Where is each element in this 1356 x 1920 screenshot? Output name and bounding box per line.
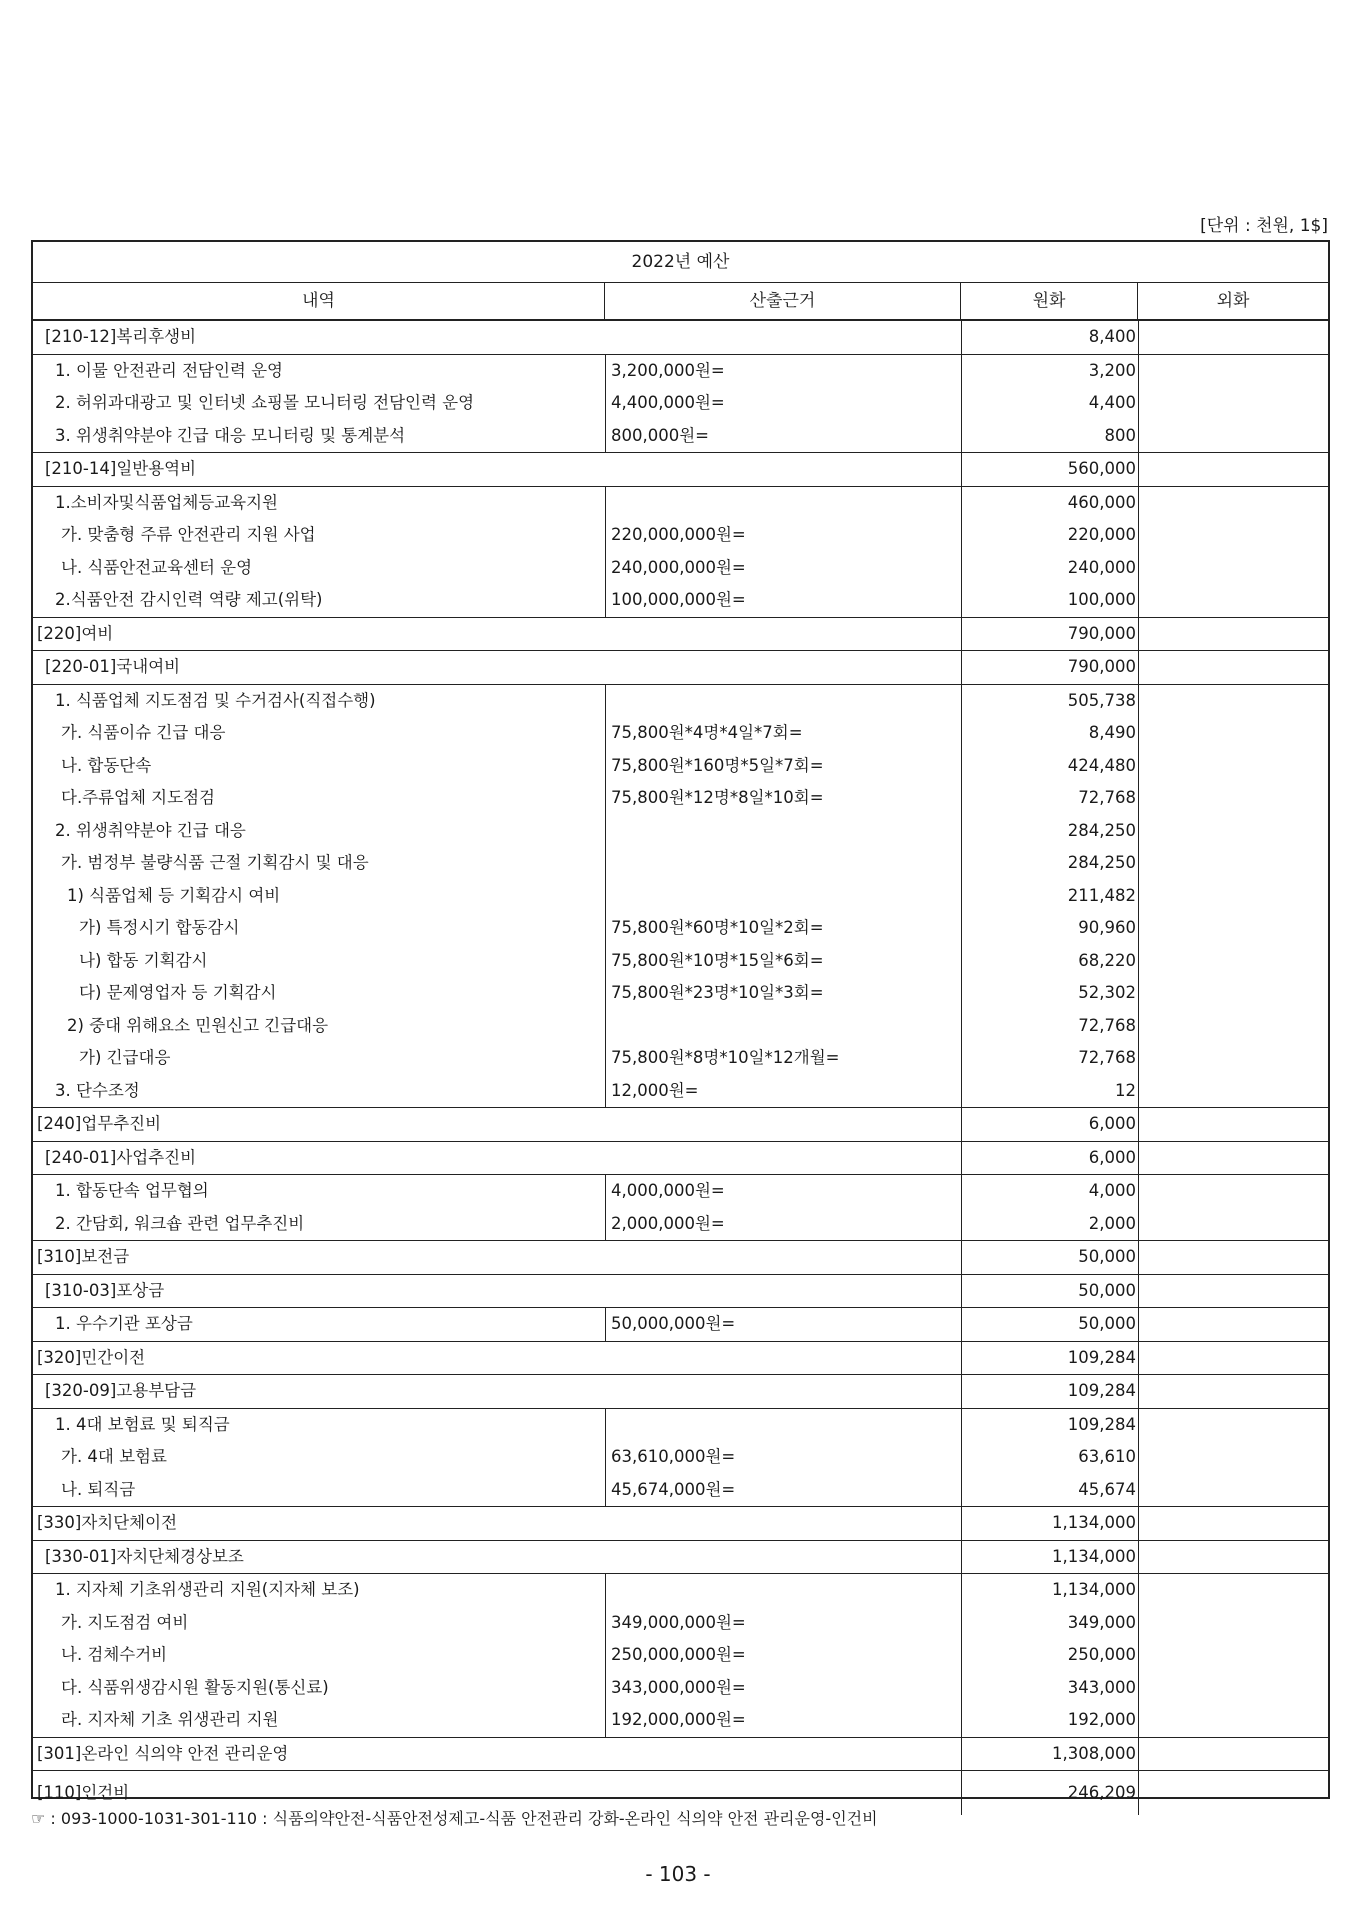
table-row — [33, 420, 1328, 453]
row-group — [33, 1409, 1328, 1508]
calc-basis: 100,000,000원= — [605, 584, 961, 617]
item-label: 가) 특정시기 합동감시 — [79, 918, 240, 937]
foreign-amount — [1138, 1275, 1328, 1308]
krw-amount: 240,000 — [961, 552, 1138, 585]
calc-basis: 75,800원*160명*5일*7회= — [605, 750, 961, 783]
item-label: 가. 지도점검 여비 — [61, 1612, 189, 1632]
table-row — [33, 1441, 1328, 1474]
krw-amount: 72,768 — [961, 782, 1138, 815]
row-group — [33, 321, 1328, 355]
row-group — [33, 487, 1328, 618]
calc-basis: 4,400,000원= — [605, 387, 961, 420]
table-row — [33, 321, 1328, 354]
foreign-amount — [1138, 1541, 1328, 1574]
table-row — [33, 651, 1328, 684]
krw-amount: 250,000 — [961, 1639, 1138, 1672]
krw-amount: 4,400 — [961, 387, 1138, 420]
row-group — [33, 618, 1328, 652]
krw-amount: 790,000 — [961, 618, 1138, 651]
item-label: [210-12]복리후생비 — [45, 327, 197, 346]
item-label: [330]자치단체이전 — [37, 1513, 178, 1532]
table-row — [33, 1375, 1328, 1408]
table-row — [33, 1241, 1328, 1274]
krw-amount: 6,000 — [961, 1142, 1138, 1175]
item-label: 다.주류업체 지도점검 — [61, 788, 215, 807]
item-label: 가. 식품이슈 긴급 대응 — [61, 723, 226, 742]
item-label: 가. 범정부 불량식품 근절 기획감시 및 대응 — [61, 853, 369, 872]
item-label: 나. 식품안전교육센터 운영 — [61, 557, 253, 577]
item-label: 1. 이물 안전관리 전담인력 운영 — [55, 360, 283, 380]
krw-amount: 4,000 — [961, 1175, 1138, 1208]
item-label: 2. 허위과대광고 및 인터넷 쇼핑몰 모니터링 전담인력 운영 — [55, 393, 475, 412]
item-label: 가. 4대 보험료 — [61, 1447, 167, 1466]
row-group — [33, 685, 1328, 1109]
calc-basis: 349,000,000원= — [605, 1607, 961, 1640]
calc-basis: 75,800원*60명*10일*2회= — [605, 912, 961, 945]
table-row — [33, 847, 1328, 880]
calc-basis: 12,000원= — [605, 1075, 961, 1108]
krw-amount: 211,482 — [961, 880, 1138, 913]
foreign-amount — [1138, 519, 1328, 552]
table-row — [33, 1541, 1328, 1574]
foreign-amount — [1138, 1474, 1328, 1507]
foreign-amount — [1138, 1142, 1328, 1175]
krw-amount: 1,134,000 — [961, 1507, 1138, 1540]
calc-basis: 63,610,000원= — [605, 1441, 961, 1474]
item-label: [330-01]자치단체경상보조 — [45, 1546, 244, 1566]
foreign-amount — [1138, 420, 1328, 453]
krw-amount: 220,000 — [961, 519, 1138, 552]
table-row — [33, 1607, 1328, 1640]
item-label: 2. 위생취약분야 긴급 대응 — [55, 820, 246, 840]
table-row — [33, 945, 1328, 978]
table-row — [33, 453, 1328, 486]
foreign-amount — [1138, 1075, 1328, 1108]
krw-amount: 1,134,000 — [961, 1574, 1138, 1607]
krw-amount: 109,284 — [961, 1409, 1138, 1442]
krw-amount: 8,400 — [961, 321, 1138, 354]
item-label: 가. 맞춤형 주류 안전관리 지원 사업 — [61, 525, 316, 544]
foreign-amount — [1138, 1574, 1328, 1607]
foreign-amount — [1138, 1704, 1328, 1737]
item-label: 3. 단수조정 — [55, 1080, 140, 1100]
krw-amount: 72,768 — [961, 1010, 1138, 1043]
table-row — [33, 1409, 1328, 1442]
krw-amount: 90,960 — [961, 912, 1138, 945]
row-group — [33, 1175, 1328, 1241]
table-row — [33, 1042, 1328, 1075]
item-label: [240-01]사업추진비 — [45, 1147, 197, 1167]
item-label: 1. 4대 보험료 및 퇴직금 — [55, 1414, 230, 1434]
table-row — [33, 1010, 1328, 1043]
krw-amount: 109,284 — [961, 1375, 1138, 1408]
header-foreign: 외화 — [1216, 291, 1250, 311]
foreign-amount — [1138, 1375, 1328, 1408]
table-row — [33, 1672, 1328, 1705]
table-row — [33, 1142, 1328, 1175]
foreign-amount — [1138, 1308, 1328, 1341]
table-row — [33, 584, 1328, 617]
foreign-amount — [1138, 717, 1328, 750]
item-label: [310]보전금 — [37, 1247, 130, 1266]
calc-basis — [605, 487, 961, 520]
item-label: 나. 합동단속 — [61, 755, 152, 775]
item-label: [320-09]고용부담금 — [45, 1381, 197, 1400]
table-header — [33, 283, 1328, 321]
item-label: 다. 식품위생감시원 활동지원(통신료) — [61, 1677, 329, 1697]
calc-basis — [605, 1574, 961, 1607]
krw-amount: 12 — [961, 1075, 1138, 1108]
row-group — [33, 1738, 1328, 1772]
unit-label: [단위 : 천원, 1$] — [1200, 216, 1328, 236]
krw-amount: 424,480 — [961, 750, 1138, 783]
item-label: 나) 합동 기획감시 — [79, 950, 208, 970]
foreign-amount — [1138, 1672, 1328, 1705]
calc-basis — [605, 1010, 961, 1043]
header-krw: 원화 — [961, 283, 1138, 319]
krw-amount: 52,302 — [961, 977, 1138, 1010]
krw-amount: 246,209 — [961, 1771, 1138, 1815]
row-group — [33, 1541, 1328, 1575]
calc-basis: 45,674,000원= — [605, 1474, 961, 1507]
calc-basis: 75,800원*4명*4일*7회= — [605, 717, 961, 750]
krw-amount: 68,220 — [961, 945, 1138, 978]
row-group — [33, 453, 1328, 487]
foreign-amount — [1138, 1409, 1328, 1442]
foreign-amount — [1138, 618, 1328, 651]
table-row — [33, 782, 1328, 815]
item-label: [210-14]일반용역비 — [45, 459, 197, 478]
row-group — [33, 355, 1328, 454]
krw-amount: 790,000 — [961, 651, 1138, 684]
header-description: 내역 — [33, 283, 605, 319]
header-basis: 산출근거 — [605, 283, 961, 319]
table-row — [33, 685, 1328, 718]
table-row — [33, 1574, 1328, 1607]
table-row — [33, 717, 1328, 750]
item-label: 가) 긴급대응 — [79, 1048, 171, 1067]
item-label: 1. 합동단속 업무협의 — [55, 1181, 209, 1200]
foreign-amount — [1138, 1342, 1328, 1375]
calc-basis: 192,000,000원= — [605, 1704, 961, 1737]
calc-basis: 75,800원*10명*15일*6회= — [605, 945, 961, 978]
krw-amount: 63,610 — [961, 1441, 1138, 1474]
table-row — [33, 912, 1328, 945]
calc-basis: 240,000,000원= — [605, 552, 961, 585]
krw-amount: 1,308,000 — [961, 1738, 1138, 1771]
item-label: 2.식품안전 감시인력 역량 제고(위탁) — [55, 590, 323, 609]
item-label: 1.소비자및식품업체등교육지원 — [55, 492, 278, 512]
foreign-amount — [1138, 584, 1328, 617]
item-label: 2. 간담회, 워크숍 관련 업무추진비 — [55, 1213, 305, 1233]
krw-amount: 45,674 — [961, 1474, 1138, 1507]
foreign-amount — [1138, 387, 1328, 420]
foreign-amount — [1138, 1010, 1328, 1043]
table-row — [33, 1075, 1328, 1108]
item-label: 라. 지자체 기초 위생관리 지원 — [61, 1710, 279, 1729]
foreign-amount — [1138, 651, 1328, 684]
calc-basis — [605, 815, 961, 848]
foreign-amount — [1138, 1241, 1328, 1274]
krw-amount: 284,250 — [961, 847, 1138, 880]
calc-basis: 2,000,000원= — [605, 1208, 961, 1241]
row-group — [33, 1375, 1328, 1409]
calc-basis — [605, 1409, 961, 1442]
krw-amount: 6,000 — [961, 1108, 1138, 1141]
foreign-amount — [1138, 1108, 1328, 1141]
table-row — [33, 880, 1328, 913]
foreign-amount — [1138, 847, 1328, 880]
row-group — [33, 1342, 1328, 1376]
foreign-amount — [1138, 945, 1328, 978]
krw-amount: 100,000 — [961, 584, 1138, 617]
item-label: [320]민간이전 — [37, 1347, 146, 1367]
foreign-amount — [1138, 1639, 1328, 1672]
row-group — [33, 1308, 1328, 1342]
item-label: [110]인건비 — [37, 1783, 130, 1802]
krw-amount: 2,000 — [961, 1208, 1138, 1241]
calc-basis — [605, 847, 961, 880]
calc-basis: 250,000,000원= — [605, 1639, 961, 1672]
page-number: - 103 - — [645, 1862, 711, 1886]
foreign-amount — [1138, 1607, 1328, 1640]
table-row — [33, 1704, 1328, 1737]
table-row — [33, 1108, 1328, 1141]
table-row — [33, 815, 1328, 848]
foreign-amount — [1138, 815, 1328, 848]
foreign-amount — [1138, 880, 1328, 913]
foreign-amount — [1138, 321, 1328, 354]
item-label: 1. 지자체 기초위생관리 지원(지자체 보조) — [55, 1580, 360, 1599]
krw-amount: 460,000 — [961, 487, 1138, 520]
foreign-amount — [1138, 1771, 1328, 1815]
table-row — [33, 1208, 1328, 1241]
table-row — [33, 1639, 1328, 1672]
item-label: [240]업무추진비 — [37, 1114, 162, 1133]
table-row — [33, 519, 1328, 552]
item-label: [301]온라인 식의약 안전 관리운영 — [37, 1743, 289, 1763]
krw-amount: 192,000 — [961, 1704, 1138, 1737]
table-row — [33, 750, 1328, 783]
krw-amount: 8,490 — [961, 717, 1138, 750]
krw-amount: 3,200 — [961, 355, 1138, 388]
foreign-amount — [1138, 977, 1328, 1010]
calc-basis: 50,000,000원= — [605, 1308, 961, 1341]
calc-basis: 75,800원*8명*10일*12개월= — [605, 1042, 961, 1075]
item-label: 1) 식품업체 등 기획감시 여비 — [67, 885, 281, 905]
krw-amount: 343,000 — [961, 1672, 1138, 1705]
item-label: [220-01]국내여비 — [45, 657, 181, 676]
item-label: 다) 문제영업자 등 기획감시 — [79, 983, 277, 1002]
foreign-amount — [1138, 782, 1328, 815]
table-row — [33, 618, 1328, 651]
foreign-amount — [1138, 1441, 1328, 1474]
table-row — [33, 487, 1328, 520]
foreign-amount — [1138, 750, 1328, 783]
footnote: ☞ : 093-1000-1031-301-110 : 식품의약안전-식품안전성제고-식품 안전관리 강화-온라인 식의약 안전 관리운영-인건비 — [31, 1809, 878, 1828]
row-group — [33, 1241, 1328, 1275]
krw-amount: 349,000 — [961, 1607, 1138, 1640]
table-row — [33, 1342, 1328, 1375]
row-group — [33, 1574, 1328, 1738]
calc-basis: 4,000,000원= — [605, 1175, 961, 1208]
foreign-amount — [1138, 912, 1328, 945]
krw-amount: 284,250 — [961, 815, 1138, 848]
table-row — [33, 1175, 1328, 1208]
krw-amount: 560,000 — [961, 453, 1138, 486]
item-label: 2) 중대 위해요소 민원신고 긴급대응 — [67, 1015, 329, 1035]
foreign-amount — [1138, 1507, 1328, 1540]
table-row — [33, 387, 1328, 420]
table-row — [33, 355, 1328, 388]
item-label: 1. 우수기관 포상금 — [55, 1314, 193, 1333]
foreign-amount — [1138, 552, 1328, 585]
calc-basis: 3,200,000원= — [605, 355, 961, 388]
krw-amount: 50,000 — [961, 1275, 1138, 1308]
foreign-amount — [1138, 487, 1328, 520]
foreign-amount — [1138, 1208, 1328, 1241]
table-title: 2022년 예산 — [33, 242, 1328, 283]
calc-basis: 75,800원*23명*10일*3회= — [605, 977, 961, 1010]
krw-amount: 50,000 — [961, 1241, 1138, 1274]
krw-amount: 72,768 — [961, 1042, 1138, 1075]
row-group — [33, 1275, 1328, 1309]
item-label: [220]여비 — [37, 623, 114, 643]
foreign-amount — [1138, 685, 1328, 718]
krw-amount: 1,134,000 — [961, 1541, 1138, 1574]
item-label: 나. 검체수거비 — [61, 1645, 168, 1664]
foreign-amount — [1138, 453, 1328, 486]
foreign-amount — [1138, 1042, 1328, 1075]
calc-basis — [605, 880, 961, 913]
budget-table — [31, 240, 1330, 1802]
row-group — [33, 1108, 1328, 1142]
row-group — [33, 1142, 1328, 1176]
item-label: 나. 퇴직금 — [61, 1479, 136, 1499]
row-group — [33, 651, 1328, 685]
row-group — [33, 1507, 1328, 1541]
table-row — [33, 1275, 1328, 1308]
table-row — [33, 1738, 1328, 1771]
item-label: 1. 식품업체 지도점검 및 수거검사(직접수행) — [55, 690, 376, 710]
calc-basis — [605, 685, 961, 718]
item-label: [310-03]포상금 — [45, 1280, 165, 1300]
table-row — [33, 977, 1328, 1010]
calc-basis: 343,000,000원= — [605, 1672, 961, 1705]
foreign-amount — [1138, 355, 1328, 388]
krw-amount: 109,284 — [961, 1342, 1138, 1375]
calc-basis: 220,000,000원= — [605, 519, 961, 552]
item-label: 3. 위생취약분야 긴급 대응 모니터링 및 통계분석 — [55, 425, 406, 445]
calc-basis: 800,000원= — [605, 420, 961, 453]
table-row — [33, 1507, 1328, 1540]
krw-amount: 50,000 — [961, 1308, 1138, 1341]
foreign-amount — [1138, 1738, 1328, 1771]
krw-amount: 800 — [961, 420, 1138, 453]
krw-amount: 505,738 — [961, 685, 1138, 718]
table-row — [33, 1308, 1328, 1341]
foreign-amount — [1138, 1175, 1328, 1208]
table-row — [33, 552, 1328, 585]
table-row — [33, 1474, 1328, 1507]
table-body — [33, 321, 1328, 1815]
calc-basis: 75,800원*12명*8일*10회= — [605, 782, 961, 815]
